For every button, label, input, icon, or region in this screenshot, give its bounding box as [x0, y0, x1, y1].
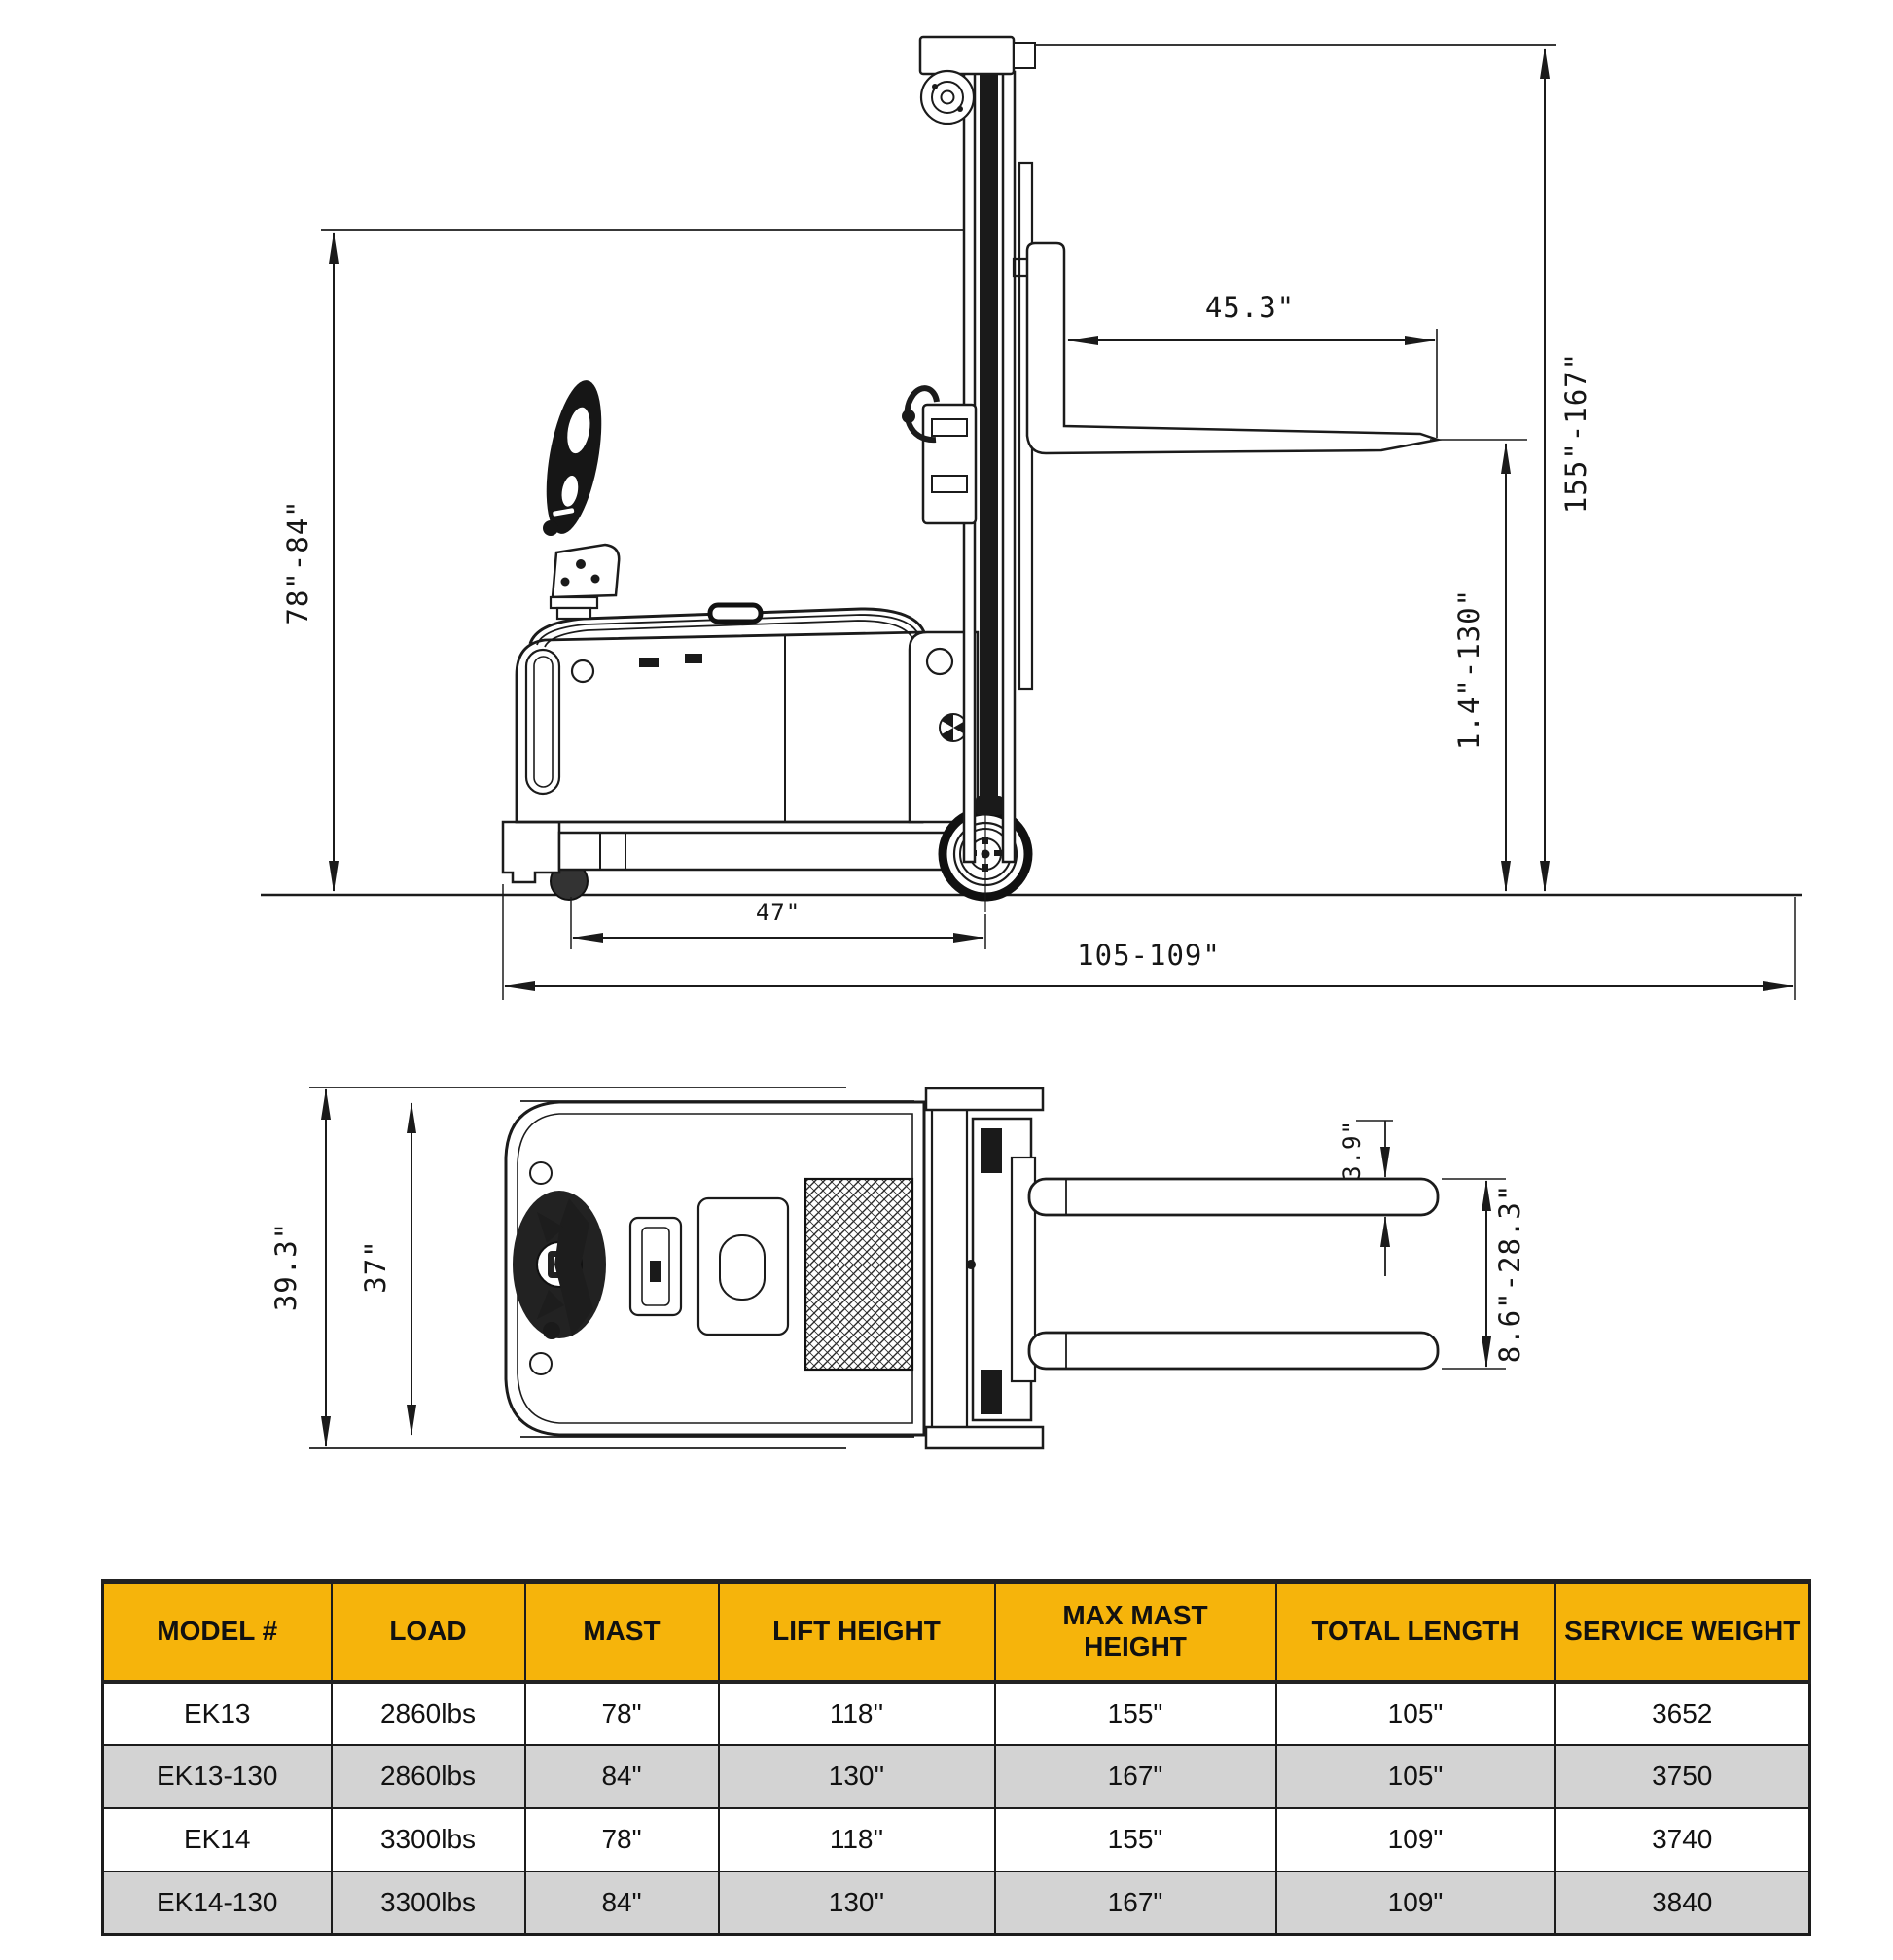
- table-row: [103, 1808, 1810, 1871]
- col-header-mast: MAST: [525, 1582, 719, 1682]
- cell-lift-height: 130'': [719, 1871, 995, 1935]
- col-header-lift-height: LIFT HEIGHT: [719, 1582, 995, 1682]
- cell-total-length: 105": [1276, 1745, 1555, 1808]
- dim-fork-spread-label: 8.6"-28.3": [1493, 1183, 1526, 1364]
- col-header-max-mast-height: MAX MAST HEIGHT: [995, 1582, 1276, 1682]
- fork-carriage: [902, 388, 976, 523]
- dim-fork-length: [1068, 291, 1437, 438]
- cell-total-length: 109": [1276, 1808, 1555, 1871]
- dim-overall-width-label: 39.3": [269, 1221, 303, 1312]
- table-row: [103, 1682, 1810, 1745]
- spec-table: [101, 1579, 1811, 1936]
- col-header-load: LOAD: [332, 1582, 525, 1682]
- cell-service-weight: 3750: [1555, 1745, 1810, 1808]
- body-top-view: [506, 1088, 1043, 1448]
- table-row: [103, 1745, 1810, 1808]
- cell-service-weight: 3652: [1555, 1682, 1810, 1745]
- dim-chassis-width-label: 37": [359, 1239, 392, 1294]
- cell-mast: 78": [525, 1682, 719, 1745]
- dim-mast-height: [281, 233, 334, 891]
- spec-table-header-row: [103, 1582, 1810, 1682]
- dim-wheelbase-label: 47": [755, 899, 802, 926]
- mast-pulley: [921, 71, 974, 124]
- cell-model: EK13: [103, 1682, 332, 1745]
- cell-max-mast-height: 167": [995, 1871, 1276, 1935]
- side-view-drawing: [261, 37, 1802, 1000]
- cell-max-mast-height: 167": [995, 1745, 1276, 1808]
- dim-lift-range-label: 1.4"-130": [1452, 588, 1485, 751]
- fork-side: [1014, 243, 1438, 453]
- cell-mast: 78": [525, 1808, 719, 1871]
- cell-service-weight: 3840: [1555, 1871, 1810, 1935]
- dim-wheelbase: [571, 897, 985, 949]
- col-header-total-length: TOTAL LENGTH: [1276, 1582, 1555, 1682]
- cell-mast: 84": [525, 1871, 719, 1935]
- dim-lift-range: [1430, 440, 1527, 891]
- forks-top-view: [1029, 1179, 1438, 1369]
- dim-total-length-label: 105-109": [1077, 939, 1221, 972]
- battery-grill: [805, 1179, 912, 1370]
- cell-lift-height: 118'': [719, 1682, 995, 1745]
- cell-model: EK14: [103, 1808, 332, 1871]
- tiller-handle: [536, 376, 619, 619]
- cell-lift-height: 118'': [719, 1808, 995, 1871]
- top-view-drawing: [269, 1087, 1526, 1448]
- dim-overall-width: [269, 1089, 326, 1446]
- col-header-model: MODEL #: [103, 1582, 332, 1682]
- dim-fork-width-label: 3.9": [1339, 1120, 1366, 1180]
- cell-total-length: 105": [1276, 1682, 1555, 1745]
- cell-load: 2860lbs: [332, 1682, 525, 1745]
- lift-handle: [710, 605, 761, 622]
- dim-total-length: [503, 884, 1795, 1000]
- cell-model: EK13-130: [103, 1745, 332, 1808]
- table-row: [103, 1871, 1810, 1935]
- cell-load: 3300lbs: [332, 1808, 525, 1871]
- cell-lift-height: 130'': [719, 1745, 995, 1808]
- dim-max-height: [1545, 49, 1592, 891]
- cell-total-length: 109": [1276, 1871, 1555, 1935]
- cell-load: 3300lbs: [332, 1871, 525, 1935]
- dim-mast-height-label: 78"-84": [281, 499, 314, 625]
- cell-load: 2860lbs: [332, 1745, 525, 1808]
- power-unit-body: [517, 605, 924, 822]
- dim-fork-spread: [1442, 1179, 1526, 1369]
- cell-max-mast-height: 155": [995, 1682, 1276, 1745]
- cell-model: EK14-130: [103, 1871, 332, 1935]
- col-header-service-weight: SERVICE WEIGHT: [1555, 1582, 1810, 1682]
- dim-fork-length-label: 45.3": [1204, 291, 1296, 324]
- dim-max-height-label: 155"-167": [1559, 351, 1592, 515]
- cell-service-weight: 3740: [1555, 1808, 1810, 1871]
- dim-chassis-width: [359, 1103, 411, 1435]
- cell-max-mast-height: 155": [995, 1808, 1276, 1871]
- cell-mast: 84": [525, 1745, 719, 1808]
